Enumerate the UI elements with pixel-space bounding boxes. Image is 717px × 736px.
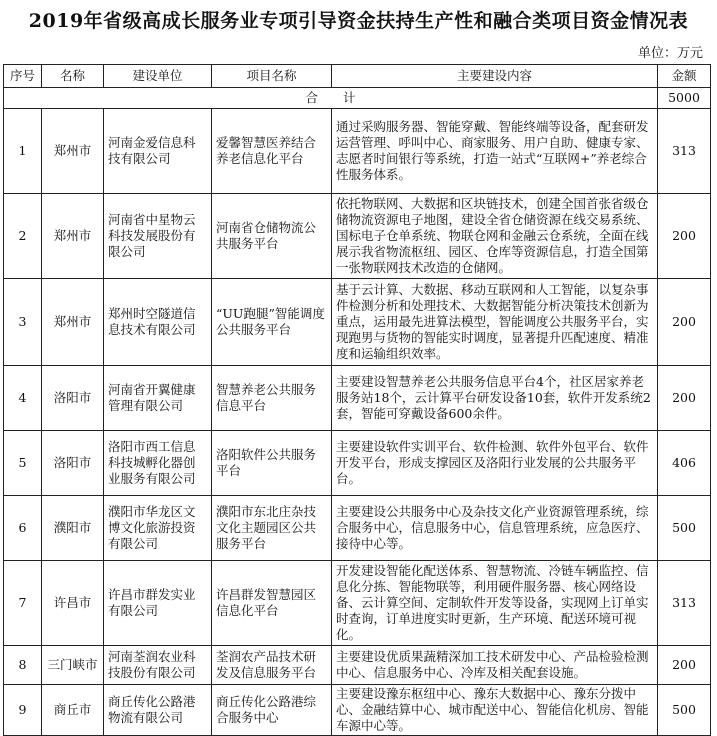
- row-unit: 河南省开翼健康管理有限公司: [104, 366, 212, 431]
- header-project: 项目名称: [212, 65, 332, 88]
- row-seq: 6: [4, 496, 42, 561]
- row-seq: 4: [4, 366, 42, 431]
- row-city: 商丘市: [42, 685, 104, 736]
- row-amount: 200: [658, 366, 711, 431]
- row-amount: 313: [658, 109, 711, 194]
- row-city: 许昌市: [42, 561, 104, 646]
- row-seq: 9: [4, 685, 42, 736]
- table-row: [4, 496, 711, 561]
- row-unit: 洛阳市西工信息科技城孵化器创业服务有限公司: [104, 431, 212, 496]
- row-amount: 406: [658, 431, 711, 496]
- table-row: [4, 685, 711, 736]
- row-unit: 河南金爱信息科技有限公司: [104, 109, 212, 194]
- row-city: 洛阳市: [42, 366, 104, 431]
- table-row: [4, 561, 711, 646]
- header-row: [4, 65, 711, 88]
- document-title: 2019年省级高成长服务业专项引导资金扶持生产性和融合类项目资金情况表: [28, 10, 689, 32]
- row-city: 郑州市: [42, 279, 104, 366]
- unit-label: 单位：万元: [637, 46, 703, 61]
- row-project: 智慧养老公共服务信息平台: [212, 366, 332, 431]
- row-unit: 商丘传化公路港物流有限公司: [104, 685, 212, 736]
- row-project: 荃润农产品技术研发及信息服务平台: [212, 646, 332, 685]
- row-unit: 濮阳市华龙区文博文化旅游投资有限公司: [104, 496, 212, 561]
- header-amount: 金额: [658, 65, 711, 88]
- table-row: [4, 109, 711, 194]
- table-row: [4, 366, 711, 431]
- row-amount: 200: [658, 194, 711, 279]
- row-amount: 500: [658, 496, 711, 561]
- table-row: [4, 646, 711, 685]
- header-content: 主要建设内容: [332, 65, 658, 88]
- table-row: [4, 431, 711, 496]
- row-project: 爱馨智慧医养结合养老信息化平台: [212, 109, 332, 194]
- row-seq: 7: [4, 561, 42, 646]
- row-unit: 河南荃润农业科技股份有限公司: [104, 646, 212, 685]
- row-content: 主要建设公共服务中心及杂技文化产业资源管理系统，综合服务中心，信息服务中心，信息管理系统，应急医疗、接待中心等。: [332, 496, 658, 561]
- row-amount: 500: [658, 685, 711, 736]
- row-amount: 200: [658, 646, 711, 685]
- row-content: 开发建设智能化配送体系、智慧物流、冷链车辆监控、信息化分拣、智能物联等，利用硬件服务器、核心网络设备、云计算空间、定制软件开发等设备，实现网上订单实时查询，订单进度实时更新，生产环境、配送环境可视化。: [332, 561, 658, 646]
- row-unit: 河南省中星物云科技发展股份有限公司: [104, 194, 212, 279]
- row-project: 河南省仓储物流公共服务平台: [212, 194, 332, 279]
- table-row: [4, 279, 711, 366]
- row-seq: 5: [4, 431, 42, 496]
- row-content: 依托物联网、大数据和区块链技术，创建全国首张省级仓储物流资源电子地图，建设全省仓储资源在线交易系统、国标电子仓单系统、物联仓网和金融云仓系统，全面在线展示我省物流枢纽、园区、仓库等资源信息，打造全国第一张物联网技术改造的仓储网。: [332, 194, 658, 279]
- row-project: 濮阳市东北庄杂技文化主题园区公共服务平台: [212, 496, 332, 561]
- row-project: “UU跑腿”智能调度公共服务平台: [212, 279, 332, 366]
- row-content: 主要建设豫东枢纽中心、豫东大数据中心、豫东分拨中心、金融结算中心、城市配送中心、智能信化机房、智能车源中心等。: [332, 685, 658, 736]
- row-project: 洛阳软件公共服务平台: [212, 431, 332, 496]
- row-city: 三门峡市: [42, 646, 104, 685]
- row-content: 主要建设智慧养老公共服务信息平台4个，社区居家养老服务站18个，云计算平台研发设备10套，软件开发系统2套，智能可穿戴设备600余件。: [332, 366, 658, 431]
- row-city: 濮阳市: [42, 496, 104, 561]
- total-label: 合 计: [4, 88, 658, 109]
- header-seq: 序号: [4, 65, 42, 88]
- row-seq: 2: [4, 194, 42, 279]
- row-city: 郑州市: [42, 109, 104, 194]
- row-content: 主要建设优质果蔬精深加工技术研发中心、产品检验检测中心、信息服务中心、冷库及相关配套设施。: [332, 646, 658, 685]
- row-project: 商丘传化公路港综合服务中心: [212, 685, 332, 736]
- table-row: [4, 194, 711, 279]
- total-row: [4, 88, 711, 109]
- row-amount: 313: [658, 561, 711, 646]
- row-seq: 3: [4, 279, 42, 366]
- total-amount: 5000: [658, 88, 711, 109]
- row-unit: 许昌市群发实业有限公司: [104, 561, 212, 646]
- row-unit: 郑州时空隧道信息技术有限公司: [104, 279, 212, 366]
- row-content: 通过采购服务器、智能穿戴、智能终端等设备，配套研发运营管理、呼叫中心、商家服务、用户自助、健康专家、志愿者时间银行等系统，打造一站式“互联网+”养老综合性服务体系。: [332, 109, 658, 194]
- header-unit: 建设单位: [104, 65, 212, 88]
- row-amount: 200: [658, 279, 711, 366]
- row-content: 基于云计算、大数据、移动互联网和人工智能，以复杂事件检测分析和处理技术、大数据智能分析决策技术创新为重点，运用最先进算法模型，智能调度公共服务平台，实现跑男与货物的智能实时调度，显著提升匹配速度、精准度和运输组织效率。: [332, 279, 658, 366]
- row-seq: 8: [4, 646, 42, 685]
- row-seq: 1: [4, 109, 42, 194]
- header-name: 名称: [42, 65, 104, 88]
- row-project: 许昌群发智慧园区信息化平台: [212, 561, 332, 646]
- row-city: 郑州市: [42, 194, 104, 279]
- row-content: 主要建设软件实训平台、软件检测、软件外包平台、软件开发平台，形成支撑园区及洛阳行业发展的公共服务平台。: [332, 431, 658, 496]
- funding-table: [3, 64, 711, 736]
- row-city: 洛阳市: [42, 431, 104, 496]
